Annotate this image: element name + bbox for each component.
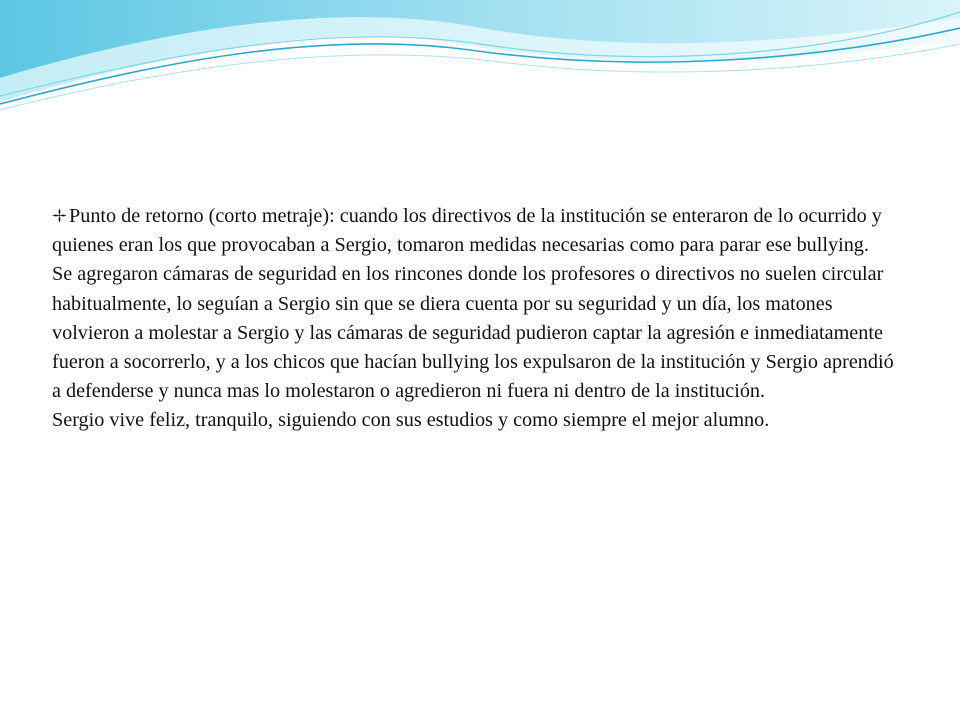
paragraph-2: Se agregaron cámaras de seguridad en los rincones donde los profesores o directivos no suelen circular habitualmente, lo seguían a Sergio sin que se diera cuenta por su seguridad y un día, los matones volvieron a molestar a Sergio y las cámaras de seguridad pudieron captar la agresión e inmediatamente fueron a socorrerlo, y a los chicos que hacían bullying los expulsaron de la institución y Sergio aprendió a defenderse y nunca mas lo molestaron o agredieron ni fuera ni dentro de la institución. <box>52 263 894 403</box>
slide-body-text <box>52 202 902 436</box>
paragraph-1-text: Punto de retorno (corto metraje): cuando los directivos de la institución se enteraron de lo ocurrido y quienes eran los que provocaban a Sergio, tomaron medidas necesarias como para parar ese bullying. <box>52 205 882 257</box>
paragraph-1 <box>52 202 902 260</box>
paragraph-3: Sergio vive feliz, tranquilo, siguiendo con sus estudios y como siempre el mejor alumno. <box>52 409 770 432</box>
wave-header-decoration <box>0 0 960 140</box>
diamond-four-petal-icon <box>52 208 67 223</box>
